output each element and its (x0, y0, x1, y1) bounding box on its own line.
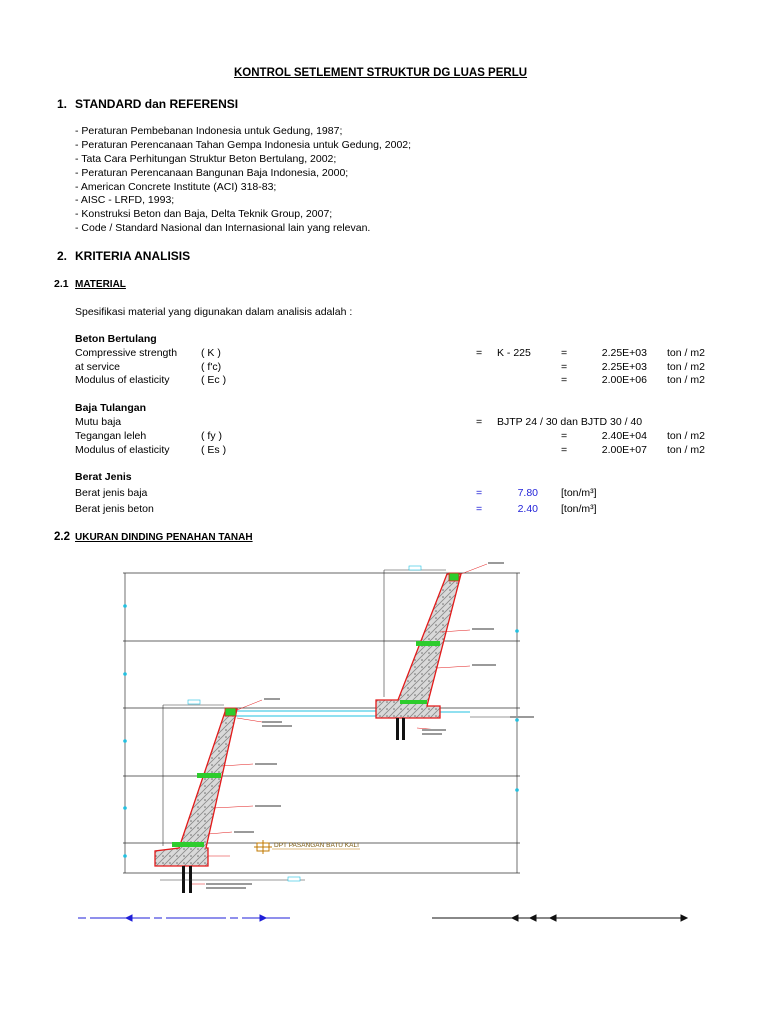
section21-number: 2.1 (54, 278, 69, 290)
row-grade: BJTP 24 / 30 dan BJTD 30 / 40 (497, 416, 643, 428)
berat-heading: Berat Jenis (75, 471, 132, 483)
pile (182, 866, 185, 893)
row-unit: [ton/m³] (561, 503, 597, 515)
leader-line (437, 666, 470, 668)
row-label: Modulus of elasticity (75, 444, 170, 456)
reference-item: - Tata Cara Perhitungan Struktur Beton Bertulang, 2002; (75, 153, 337, 165)
leader-line (461, 564, 487, 574)
section21-heading: MATERIAL (75, 279, 126, 290)
row-equals: = (561, 430, 568, 442)
row-unit: ton / m2 (667, 347, 705, 359)
bottom-beam (172, 842, 204, 847)
top-beam (449, 573, 459, 581)
annotation-marks (206, 698, 292, 889)
row-value: 2.25E+03 (601, 361, 647, 373)
document-title: KONTROL SETLEMENT STRUKTUR DG LUAS PERLU (234, 67, 528, 79)
row-symbol: ( Es ) (201, 444, 227, 456)
lower-retaining-wall (155, 698, 305, 893)
row-symbol: ( f'c) (201, 361, 222, 373)
row-unit: ton / m2 (667, 374, 705, 386)
section-line-left (78, 915, 290, 921)
pile (402, 718, 405, 740)
row-equals: = (476, 503, 483, 515)
row-unit: ton / m2 (667, 430, 705, 442)
pile (396, 718, 399, 740)
leader-line (208, 832, 232, 834)
row-symbol: ( fy ) (201, 430, 222, 442)
row-label: Mutu baja (75, 416, 122, 428)
row-value: 2.00E+07 (601, 444, 647, 456)
bottom-beam (400, 700, 427, 704)
dimension-tag (409, 566, 421, 570)
dpt-label: DPT PASANGAN BATU KALI (274, 842, 359, 849)
section2-heading: KRITERIA ANALISIS (75, 249, 191, 263)
row-equals: = (476, 487, 483, 499)
mid-beam (416, 641, 440, 646)
pile (189, 866, 192, 893)
beton-heading: Beton Bertulang (75, 333, 157, 345)
row-symbol: ( K ) (201, 347, 221, 359)
row-value: 2.25E+03 (601, 347, 647, 359)
row-label: Berat jenis beton (75, 503, 154, 515)
row-equals: = (561, 374, 568, 386)
leader-line (221, 764, 253, 766)
row-label: Berat jenis baja (75, 487, 148, 499)
row-label: Modulus of elasticity (75, 374, 170, 386)
reference-item: - Peraturan Perencanaan Tahan Gempa Indonesia untuk Gedung, 2002; (75, 139, 412, 151)
material-intro: Spesifikasi material yang digunakan dalam analisis adalah : (75, 306, 353, 318)
section-line-right (432, 915, 687, 921)
row-grade: K - 225 (497, 347, 531, 359)
row-equals: = (561, 361, 568, 373)
reference-item: - Code / Standard Nasional dan Internasional lain yang relevan. (75, 222, 371, 234)
row-value: 2.40E+04 (601, 430, 647, 442)
leader-line (237, 718, 262, 722)
row-equals: = (476, 347, 483, 359)
row-equals: = (476, 416, 483, 428)
dimension-tag (188, 700, 200, 704)
top-beam (225, 708, 236, 716)
row-symbol: ( Ec ) (201, 374, 227, 386)
axis-ticks (123, 604, 519, 858)
row-equals: = (561, 347, 568, 359)
reference-item: - Peraturan Pembebanan Indonesia untuk Gedung, 1987; (75, 125, 343, 137)
baja-heading: Baja Tulangan (75, 402, 146, 414)
reference-item: - AISC - LRFD, 1993; (75, 194, 175, 206)
mid-beam (197, 773, 221, 778)
row-label: Tegangan leleh (75, 430, 147, 442)
reference-lines (123, 573, 520, 873)
leader-line (213, 806, 253, 808)
section22-number: 2.2 (54, 531, 70, 543)
row-equals: = (561, 444, 568, 456)
row-label: at service (75, 361, 120, 373)
row-unit: [ton/m³] (561, 487, 597, 499)
row-value: 2.00E+06 (601, 374, 647, 386)
row-value: 2.40 (517, 503, 538, 515)
row-value: 7.80 (517, 487, 538, 499)
section2-number: 2. (57, 249, 68, 263)
reference-item: - Konstruksi Beton dan Baja, Delta Teknik Group, 2007; (75, 208, 333, 220)
row-unit: ton / m2 (667, 444, 705, 456)
dimension-tag (288, 877, 300, 881)
section1-heading: STANDARD dan REFERENSI (75, 97, 239, 111)
reference-item: - Peraturan Perencanaan Bangunan Baja Indonesia, 2000; (75, 167, 349, 179)
row-label: Compressive strength (75, 347, 178, 359)
reference-item: - American Concrete Institute (ACI) 318-83; (75, 181, 277, 193)
leader-line (237, 700, 262, 710)
section1-number: 1. (57, 97, 68, 111)
section22-heading: UKURAN DINDING PENAHAN TANAH (75, 532, 253, 543)
row-unit: ton / m2 (667, 361, 705, 373)
upper-retaining-wall (376, 562, 534, 740)
